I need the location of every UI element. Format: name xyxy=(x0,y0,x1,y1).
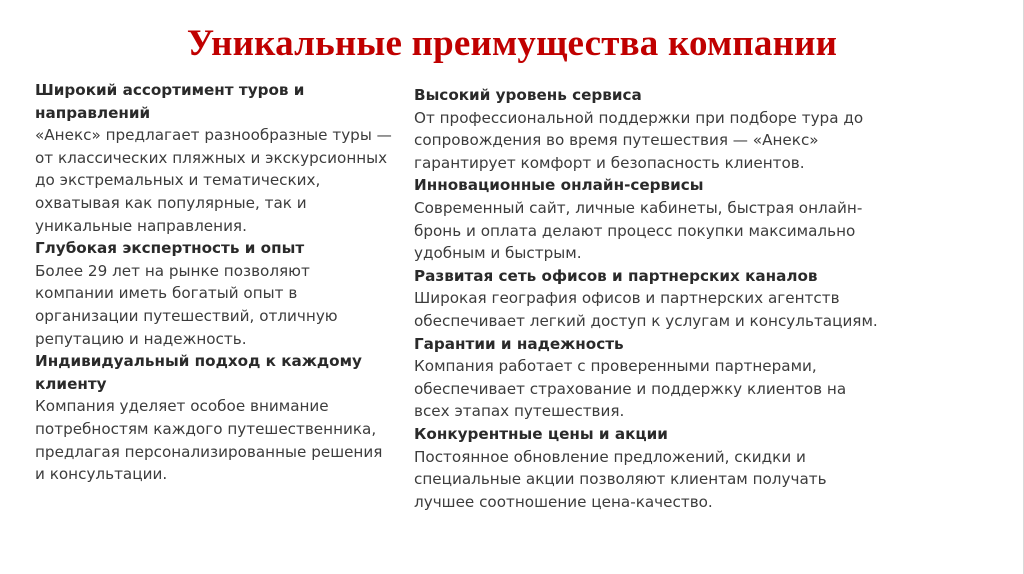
advantage-text: Широкая география офисов и партнерских агентств обеспечивает легкий доступ к услугам и консультациям. xyxy=(414,289,878,330)
slide-title: Уникальные преимущества компании xyxy=(186,23,838,64)
advantage-item xyxy=(414,84,882,174)
advantage-text: Компания уделяет особое внимание потребностям каждого путешественника, предлагая персонализированные решения и консультации. xyxy=(35,397,383,484)
advantage-heading: Глубокая экспертность и опыт xyxy=(35,239,305,258)
advantage-item xyxy=(414,333,882,423)
advantage-text: Постоянное обновление предложений, скидки и специальные акции позволяют клиентам получать лучшее соотношение цена-качество. xyxy=(414,447,827,511)
advantage-text: Современный сайт, личные кабинеты, быстрая онлайн-бронь и оплата делают процесс покупки максимально удобным и быстрым. xyxy=(414,198,863,263)
advantage-text: Компания работает с проверенными партнерами, обеспечивает страхование и поддержку клиентов на всех этапах путешествия. xyxy=(414,357,847,421)
right-column xyxy=(414,84,882,513)
advantage-item xyxy=(35,79,393,237)
advantage-heading: Высокий уровень сервиса xyxy=(414,86,642,104)
advantage-text: Более 29 лет на рынке позволяют компании иметь богатый опыт в организации путешествий, отличную репутацию и надежность. xyxy=(35,261,338,348)
advantage-heading: Конкурентные цены и акции xyxy=(414,424,668,443)
advantage-heading: Индивидуальный подход к каждому клиенту xyxy=(35,352,362,393)
advantage-heading: Развитая сеть офисов и партнерских каналов xyxy=(414,266,818,285)
advantage-text: «Анекс» предлагает разнообразные туры — от классических пляжных и экскурсионных до экстремальных и тематических, охватывая как популярные, так и уникальные направления. xyxy=(35,126,392,235)
advantage-item xyxy=(35,237,393,350)
advantage-heading: Широкий ассортимент туров и направлений xyxy=(35,81,305,122)
advantage-item xyxy=(414,265,882,333)
advantage-item xyxy=(35,350,393,486)
advantage-heading: Гарантии и надежность xyxy=(414,334,624,353)
advantage-item xyxy=(414,423,882,513)
advantage-heading: Инновационные онлайн-сервисы xyxy=(414,176,704,195)
advantage-item xyxy=(414,174,882,264)
advantage-text: От профессиональной поддержки при подборе тура до сопровождения во время путешествия — «Анекс» гарантирует комфорт и безопасность клиентов. xyxy=(414,108,864,172)
left-column xyxy=(35,79,393,486)
